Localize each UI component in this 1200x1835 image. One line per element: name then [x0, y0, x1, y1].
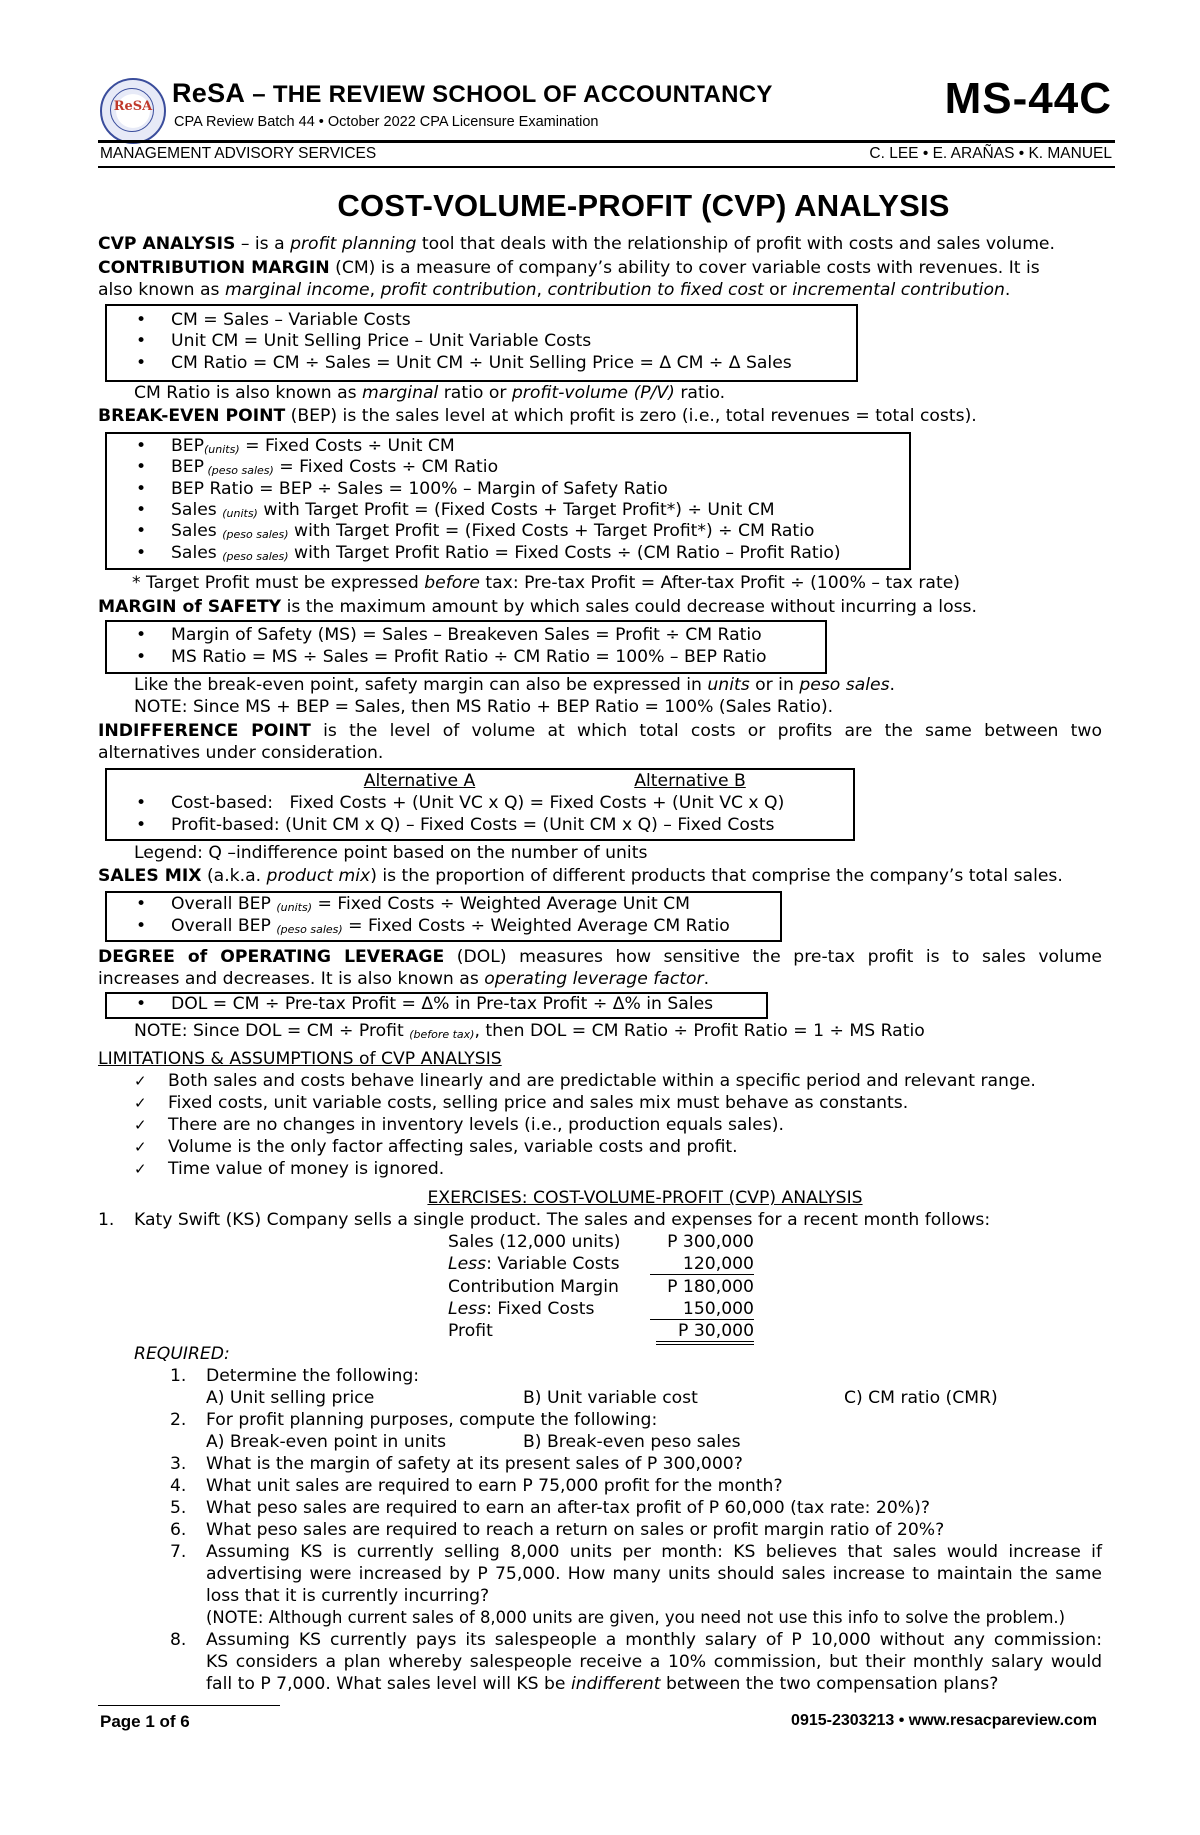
batch-line: CPA Review Batch 44 • October 2022 CPA Licensure Examination — [174, 114, 599, 130]
required-item: 7. — [170, 1542, 187, 1562]
limitation-item: ✓ Both sales and costs behave linearly and are predictable within a specific period and relevant range. — [134, 1071, 1036, 1091]
ip-alternative-a: Alternative A — [363, 771, 476, 791]
cm-formula: • Unit CM = Unit Selling Price – Unit Variable Costs — [136, 331, 592, 351]
fin-value: 150,000 — [650, 1299, 754, 1320]
required-item: 4. What unit sales are required to earn P 75,000 profit for the month? — [170, 1476, 783, 1496]
logo-text: ReSA — [113, 99, 153, 114]
fin-label: Less: Fixed Costs — [448, 1299, 595, 1319]
school-name — [172, 78, 773, 109]
fin-value: 120,000 — [650, 1254, 754, 1275]
bep-target-profit-note: * Target Profit must be expressed before tax: Pre-tax Profit = After-tax Profit ÷ (100% – tax rate) — [132, 573, 960, 593]
required-item: 1. Determine the following: — [170, 1366, 420, 1386]
check-icon: ✓ — [134, 1138, 147, 1156]
required-item: 2. For profit planning purposes, compute the following: — [170, 1410, 658, 1430]
bep-formula: • BEP Ratio = BEP ÷ Sales = 100% – Margin of Safety Ratio — [136, 479, 668, 499]
ms-definition: MARGIN of SAFETY is the maximum amount by which sales could decrease without incurring a loss. — [98, 597, 977, 617]
fin-value-total: P 30,000 — [650, 1321, 754, 1341]
required-subitem: B) Break-even peso sales — [523, 1432, 741, 1452]
required-item: 8. — [170, 1630, 187, 1650]
school-brand: ReSA — [172, 78, 246, 108]
required-item-text: Assuming KS currently pays its salespeople a monthly salary of P 10,000 without any commission: — [206, 1630, 1102, 1650]
page-title: COST-VOLUME-PROFIT (CVP) ANALYSIS — [337, 188, 950, 223]
ip-definition-line1: INDIFFERENCE POINT is the level of volume at which total costs or profits are the same between two — [98, 721, 1102, 741]
required-item-text: advertising were increased by P 75,000. How many units should sales increase to maintain the same — [206, 1564, 1102, 1584]
cm-definition-line1: CONTRIBUTION MARGIN (CM) is a measure of company’s ability to cover variable costs with revenues. It is — [98, 258, 1040, 278]
fin-label: Contribution Margin — [448, 1277, 619, 1297]
contact-info: 0915-2303213 • www.resacpareview.com — [791, 1712, 1097, 1729]
cm-note: CM Ratio is also known as marginal ratio or profit-volume (P/V) ratio. — [134, 383, 726, 403]
required-item-text: KS considers a plan whereby salespeople receive a 10% commission, but their monthly salary would — [206, 1652, 1102, 1672]
limitation-item: ✓ Volume is the only factor affecting sales, variable costs and profit. — [134, 1137, 738, 1157]
bep-formula: • Sales (peso sales) with Target Profit = (Fixed Costs + Target Profit*) ÷ CM Ratio — [136, 521, 815, 541]
resa-logo — [100, 78, 166, 144]
sales-mix-definition: SALES MIX (a.k.a. product mix) is the proportion of different products that comprise the company’s total sales. — [98, 866, 1063, 886]
required-subitem: A) Unit selling price — [206, 1388, 375, 1408]
bep-formula: • Sales (peso sales) with Target Profit Ratio = Fixed Costs ÷ (CM Ratio – Profit Ratio) — [136, 543, 841, 563]
header-rule — [98, 140, 1115, 143]
handout-code: MS-44C — [944, 74, 1112, 123]
fin-value: P 180,000 — [667, 1277, 754, 1297]
cm-formula: • CM Ratio = CM ÷ Sales = Unit CM ÷ Unit Selling Price = Δ CM ÷ Δ Sales — [136, 353, 792, 373]
school-fullname: – THE REVIEW SCHOOL OF ACCOUNTANCY — [245, 81, 773, 108]
cm-definition-line2: also known as marginal income, profit contribution, contribution to fixed cost or incremental contribution. — [98, 280, 1011, 300]
sales-mix-formula: • Overall BEP (peso sales) = Fixed Costs ÷ Weighted Average CM Ratio — [136, 916, 730, 936]
limitation-item: ✓ There are no changes in inventory levels (i.e., production equals sales). — [134, 1115, 784, 1135]
footer-rule — [98, 1705, 280, 1706]
dol-definition-line2: increases and decreases. It is also known as operating leverage factor. — [98, 969, 710, 989]
subject-line: MANAGEMENT ADVISORY SERVICES — [100, 145, 377, 162]
authors-line: C. LEE • E. ARAÑAS • K. MANUEL — [869, 145, 1112, 162]
ip-legend: Legend: Q –indifference point based on the number of units — [134, 843, 648, 863]
dol-definition-line1: DEGREE of OPERATING LEVERAGE (DOL) measures how sensitive the pre-tax profit is to sales volume — [98, 947, 1102, 967]
ms-note-1: Like the break-even point, safety margin can also be expressed in units or in peso sales. — [134, 675, 896, 695]
check-icon: ✓ — [134, 1094, 147, 1112]
ip-definition-line2: alternatives under consideration. — [98, 743, 384, 763]
bep-formula: • Sales (units) with Target Profit = (Fixed Costs + Target Profit*) ÷ Unit CM — [136, 500, 775, 520]
exercises-heading: EXERCISES: COST-VOLUME-PROFIT (CVP) ANALYSIS — [427, 1188, 863, 1208]
cvp-definition: CVP ANALYSIS – is a profit planning tool that deals with the relationship of profit with costs and sales volume. — [98, 234, 1055, 254]
required-item-note: (NOTE: Although current sales of 8,000 units are given, you need not use this info to solve the problem.) — [206, 1608, 1066, 1627]
check-icon: ✓ — [134, 1160, 147, 1178]
required-subitem: B) Unit variable cost — [523, 1388, 698, 1408]
fin-label: Less: Variable Costs — [448, 1254, 620, 1274]
required-item-text: loss that it is currently incurring? — [206, 1586, 490, 1606]
subheader-rule — [98, 166, 1115, 168]
fin-label: Sales (12,000 units) — [448, 1232, 621, 1252]
required-subitem: A) Break-even point in units — [206, 1432, 447, 1452]
ip-alternative-b: Alternative B — [634, 771, 746, 791]
fin-label: Profit — [448, 1321, 493, 1341]
ms-formula: • MS Ratio = MS ÷ Sales = Profit Ratio ÷ CM Ratio = 100% – BEP Ratio — [136, 647, 767, 667]
page-number: Page 1 of 6 — [100, 1712, 190, 1731]
ip-cost-based: • Cost-based: Fixed Costs + (Unit VC x Q) = Fixed Costs + (Unit VC x Q) — [136, 793, 785, 813]
bep-formula: • BEP(units) = Fixed Costs ÷ Unit CM — [136, 436, 455, 456]
required-item: 6. What peso sales are required to reach a return on sales or profit margin ratio of 20%? — [170, 1520, 945, 1540]
required-item-text: fall to P 7,000. What sales level will KS be indifferent between the two compensation plans? — [206, 1674, 999, 1694]
check-icon: ✓ — [134, 1116, 147, 1134]
cm-formula: • CM = Sales – Variable Costs — [136, 310, 411, 330]
fin-value: P 300,000 — [667, 1232, 754, 1252]
bep-definition: BREAK-EVEN POINT (BEP) is the sales level at which profit is zero (i.e., total revenues = total costs). — [98, 406, 977, 426]
limitation-item: ✓ Time value of money is ignored. — [134, 1159, 445, 1179]
required-item-text: Assuming KS is currently selling 8,000 units per month: KS believes that sales would increase if — [206, 1542, 1102, 1562]
check-icon: ✓ — [134, 1072, 147, 1090]
ms-note-2: NOTE: Since MS + BEP = Sales, then MS Ratio + BEP Ratio = 100% (Sales Ratio). — [134, 697, 834, 717]
sales-mix-formula: • Overall BEP (units) = Fixed Costs ÷ Weighted Average Unit CM — [136, 894, 690, 914]
ms-formula: • Margin of Safety (MS) = Sales – Breakeven Sales = Profit ÷ CM Ratio — [136, 625, 762, 645]
ip-profit-based: • Profit-based: (Unit CM x Q) – Fixed Costs = (Unit CM x Q) – Fixed Costs — [136, 815, 775, 835]
required-item: 5. What peso sales are required to earn an after-tax profit of P 60,000 (tax rate: 20%)? — [170, 1498, 930, 1518]
required-label: REQUIRED: — [134, 1344, 230, 1364]
dol-note: NOTE: Since DOL = CM ÷ Profit (before tax), then DOL = CM Ratio ÷ Profit Ratio = 1 ÷ MS Ratio — [134, 1021, 925, 1041]
required-item: 3. What is the margin of safety at its present sales of P 300,000? — [170, 1454, 743, 1474]
limitations-heading: LIMITATIONS & ASSUMPTIONS of CVP ANALYSIS — [98, 1049, 502, 1069]
bep-formula: • BEP (peso sales) = Fixed Costs ÷ CM Ratio — [136, 457, 499, 477]
required-subitem: C) CM ratio (CMR) — [844, 1388, 998, 1408]
exercise-1: 1. Katy Swift (KS) Company sells a single product. The sales and expenses for a recent month follows: — [98, 1210, 991, 1230]
limitation-item: ✓ Fixed costs, unit variable costs, selling price and sales mix must behave as constants. — [134, 1093, 909, 1113]
dol-formula: • DOL = CM ÷ Pre-tax Profit = Δ% in Pre-tax Profit ÷ Δ% in Sales — [136, 994, 714, 1014]
